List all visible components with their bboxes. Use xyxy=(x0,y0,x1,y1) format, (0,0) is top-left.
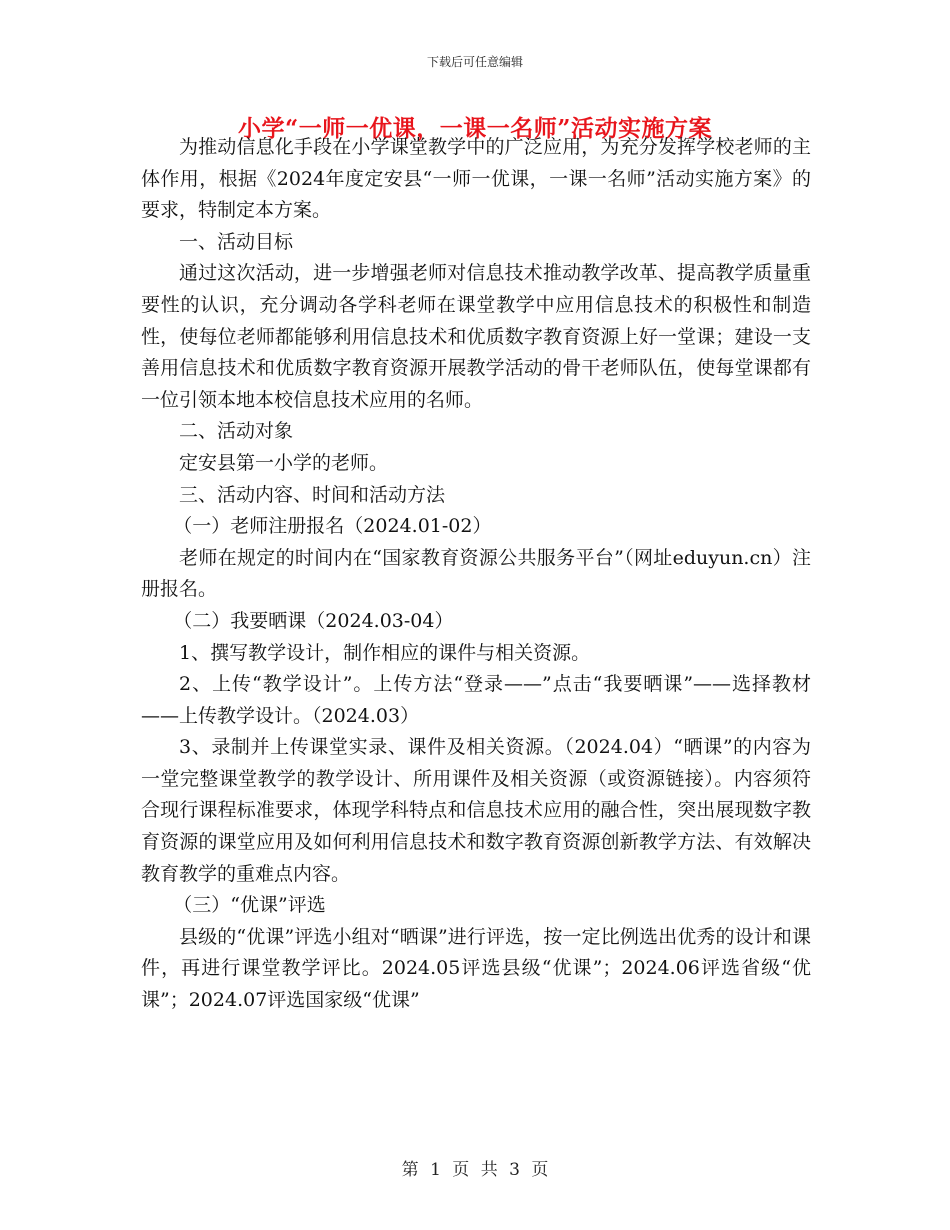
paragraph-step-2: 2、上传“教学设计”。上传方法“登录——”点击“我要晒课”——选择教材——上传教学设计。（2024.03） xyxy=(141,673,811,727)
paragraph-target: 定安县第一小学的老师。 xyxy=(179,451,389,474)
paragraph-step-1: 1、撰写教学设计，制作相应的课件与相关资源。 xyxy=(179,641,591,664)
page-footer-number: 第 1 页 共 3 页 xyxy=(401,1160,549,1180)
section-heading-goals: 一、活动目标 xyxy=(179,230,294,253)
subsection-heading-show-lesson: （二）我要晒课（2024.03-04） xyxy=(173,609,454,632)
subsection-heading-registration: （一）老师注册报名（2024.01-02） xyxy=(173,515,492,538)
page-header-note: 下载后可任意编辑 xyxy=(426,55,523,69)
paragraph-step-3: 3、录制并上传课堂实录、课件及相关资源。（2024.04）“晒课”的内容为一堂完整课堂教学的教学设计、所用课件及相关资源（或资源链接）。内容须符合现行课程标准要求，体现学科特点和信息技术应用的融合性，突出展现数字教育资源的课堂应用及如何利用信息技术和数字教育资源创新教学方法、有效解决教育教学的重难点内容。 xyxy=(141,736,811,885)
paragraph-registration: 老师在规定的时间内在“国家教育资源公共服务平台”（网址eduyun.cn）注册报名。 xyxy=(141,546,811,601)
paragraph-intro: 为推动信息化手段在小学课堂教学中的广泛应用，为充分发挥学校老师的主体作用，根据《2024年度定安县“一师一优课，一课一名师”活动实施方案》的要求，特制定本方案。 xyxy=(141,136,811,222)
document-body xyxy=(141,132,811,1017)
section-heading-target: 二、活动对象 xyxy=(179,420,294,443)
subsection-heading-selection: （三）“优课”评选 xyxy=(173,894,326,917)
document-title: 小学“一师一优课，一课一名师”活动实施方案 xyxy=(238,115,712,142)
section-heading-content: 三、活动内容、时间和活动方法 xyxy=(179,483,446,506)
paragraph-goals: 通过这次活动，进一步增强老师对信息技术推动教学改革、提高教学质量重要性的认识，充分调动各学科老师在课堂教学中应用信息技术的积极性和制造性，使每位老师都能够利用信息技术和优质数字教育资源上好一堂课；建设一支善用信息技术和优质数字教育资源开展教学活动的骨干老师队伍，使每堂课都有一位引领本地本校信息技术应用的名师。 xyxy=(141,262,811,411)
paragraph-selection: 县级的“优课”评选小组对“晒课”进行评选，按一定比例选出优秀的设计和课件，再进行课堂教学评比。2024.05评选县级“优课”；2024.06评选省级“优课”；2024.07评选国家级“优课” xyxy=(141,925,811,1012)
